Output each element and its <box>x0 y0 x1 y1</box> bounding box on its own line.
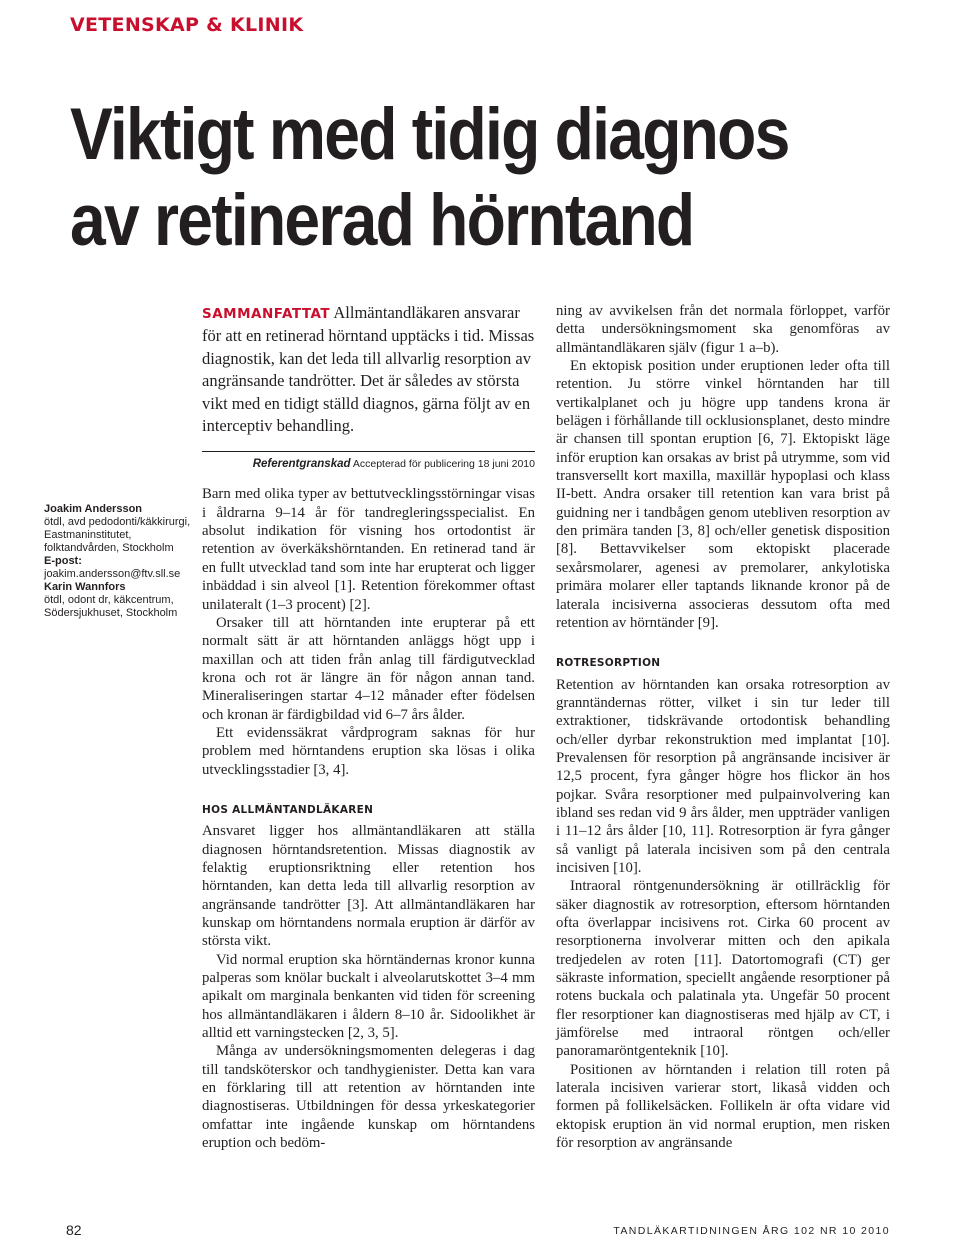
body-text <box>556 302 890 1152</box>
review-label: Referentgranskad <box>252 458 351 471</box>
author-name: Karin Wannfors <box>44 581 126 593</box>
subheading: ROTRESORPTION <box>556 657 661 670</box>
section-tag: VETENSKAP & KLINIK <box>70 14 304 36</box>
paragraph: Positionen av hörntanden i relation till roten på laterala incisiven varierar stort, likaså vidden och formen på follikelsäcken. Follikeln är ofta vidare vid ektopisk eruption än vid normal eruption, men risken för resorption av angränsande <box>556 1061 890 1152</box>
author-affiliation: ötdl, odont dr, käkcentrum, Södersjukhuset, Stockholm <box>44 594 178 619</box>
text-column-left <box>202 302 535 1152</box>
author-affiliation: ötdl, avd pedodonti/käkkirurgi, Eastmaninstitutet, folktandvården, Stockholm <box>44 516 191 554</box>
paragraph: Retention av hörntanden kan orsaka rotresorption av granntändernas rötter, vilket i sin tur leder till extraktioner, tidskrävande ortodontisk behandling och/eller dyrbar rekonstruktion med implantat [10]. Prevalensen för resorption på angränsande incisiver är 12,5 procent, fyra gånger högre hos flickor än hos pojkar. Svåra resorptioner med pulpainvolvering kan ibland ses redan vid 9 års ålder, men uppträder vanligen i 11–12 års ålder [10, 11]. Rotresorption är fyra gånger så vanligt på laterala incisiven som på den centrala incisiven [10]. <box>556 676 890 876</box>
divider <box>202 451 535 452</box>
email-address[interactable]: joakim.andersson@ftv.sll.se <box>44 568 181 580</box>
author-name: Joakim Andersson <box>44 503 143 515</box>
text-column-right <box>556 302 890 1152</box>
paragraph: Många av undersökningsmomenten delegeras i dag till tandsköterskor och tandhygienister. Detta kan vara en förklaring till att retention av hörntanden inte diagnostiseras. Utbildningen för dessa yrkeskategorier omfattar inte ingående kunskap om hörntandens eruption och bedöm- <box>202 1043 535 1152</box>
author-info <box>44 503 194 620</box>
summary-lead: SAMMANFATTAT <box>202 306 331 322</box>
summary <box>202 302 535 437</box>
paragraph: Orsaker till att hörntanden inte erupterar på ett normalt sätt är att hörntanden anläggs högt upp i maxillan och att tiden från anlag till färdigutvecklad krona och rot är längre än för någon annan tand. Mineraliseringen startar 4–12 månader efter födelsen och kronan är färdigbildad vid 6–7 års ålder. <box>202 614 535 723</box>
email-label: E-post: <box>44 555 82 567</box>
summary-text: Allmäntandläkaren ansvarar för att en retinerad hörntand upptäcks i tid. Missas diagnostik, kan det leda till allvarlig resorption av angränsande tandrötter. Det är således av största vikt med en tidigt ställd diagnos, gärna följt av en interceptiv behandling. <box>202 303 535 436</box>
subheading: HOS ALLMÄNTANDLÄKAREN <box>202 803 374 816</box>
review-note <box>202 458 535 470</box>
journal-footer: TANDLÄKARTIDNINGEN ÅRG 102 NR 10 2010 <box>613 1225 890 1237</box>
review-text: Accepterad för publicering 18 juni 2010 <box>350 458 535 471</box>
article-title <box>70 92 827 264</box>
paragraph: Ett evidenssäkrat vårdprogram saknas för hur problem med hörntandens eruption ska lösas i olika utvecklingsstadier [3, 4]. <box>202 724 535 778</box>
page-number: 82 <box>66 1222 82 1238</box>
paragraph: Vid normal eruption ska hörntändernas kronor kunna palperas som knölar buckalt i alveolarutskottet 3–4 mm apikalt om marginala benkanten vid tiden för screening hos allmäntandläkaren i åldern 8–10 år. Sidoolikhet är alltid ett varningstecken [2, 3, 5]. <box>202 951 535 1042</box>
paragraph: Barn med olika typer av bettutvecklingsstörningar visas i åldrarna 9–14 år för tandregleringsspecialist. En absolut indikation för visning hos ortodontist är retention av överkäkshörntanden. En retinerad tand är en fullt utvecklad tand som inte har erupterat och ligger inbäddad i sin alveol [1]. Retention förekommer oftast unilateralt (1–3 procent) [2]. <box>202 486 535 613</box>
body-text <box>202 485 535 1152</box>
author-email <box>44 555 194 581</box>
title-line-2: av retinerad hörntand <box>70 180 694 261</box>
paragraph: ning av avvikelsen från det normala förloppet, varför detta undersökningsmoment ska genomföras av allmäntandläkaren själv (figur 1 a–b). <box>556 303 890 356</box>
paragraph: En ektopisk position under eruptionen leder ofta till retention. Ju större vinkel hörntanden har till vertikalplanet och ju högre upp tandens krona är belägen i förhållande till ocklusionsplanet, desto mindre är chansen till spontan eruption [6, 7]. Ektopiskt läge inför eruption kan orsakas av brist på utrymme, som vid transversellt kort maxilla, maxillär hypoplasi och klass II-bett. Andra orsaker till retention kan vara brist på guidning ner i tandbågen genom utebliven resorption av den primära tanden [3, 8] och/eller genetisk disposition [8]. Bettavvikelser som ektopiskt placerade sexårsmolarer, agenesi av premolarer, ankylotiska primära molarer eller taptands liknande kronor på de laterala incisiverna associeras dessutom ofta med retention av hörntänder [9]. <box>556 358 890 631</box>
title-line-1: Viktigt med tidig diagnos <box>70 94 789 175</box>
paragraph: Ansvaret ligger hos allmäntandläkaren att ställa diagnosen hörntandsretention. Missas diagnostik av felaktig eruptionsriktning eller retention hos hörntanden, kan detta leda till allvarlig resorption av angränsande tandrötter [3]. Att allmäntandläkaren har kunskap om hörntandens normala eruption är därför av största vikt. <box>202 823 535 950</box>
paragraph: Intraoral röntgenundersökning är otillräcklig för säker diagnostik av rotresorption, eftersom hörntanden ofta överlappar incisivens rot. Cirka 60 procent av resorptionerna involverar mitten och den apikala tredjedelen av roten [11]. Datortomografi (CT) ger säkraste information, speciellt angående resorptioner på rotens buckala och palatinala yta. Ungefär 50 procent fler resorptioner kan diagnostiseras med hjälp av CT, i jämförelse med intraoral röntgen och/eller panoramaröntgenteknik [10]. <box>556 878 890 1060</box>
